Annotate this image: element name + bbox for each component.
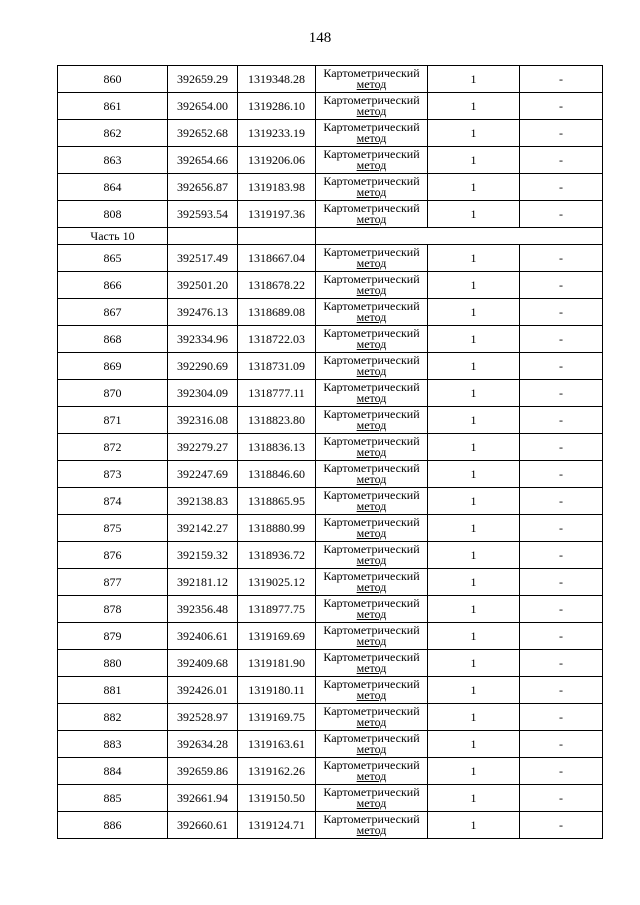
point-number-cell: 876 xyxy=(58,542,168,569)
method-line2: метод xyxy=(356,796,387,810)
method-cell xyxy=(316,542,428,569)
method-line1: Картометрический xyxy=(323,515,420,529)
method-line2: метод xyxy=(356,580,387,594)
x-coordinate-cell: 392181.12 xyxy=(168,569,238,596)
accuracy-cell: 1 xyxy=(428,147,520,174)
note-cell: - xyxy=(520,434,603,461)
x-coordinate-cell: 392659.86 xyxy=(168,758,238,785)
accuracy-cell: 1 xyxy=(428,174,520,201)
method-line2: метод xyxy=(356,634,387,648)
method-line2: метод xyxy=(356,445,387,459)
method-line1: Картометрический xyxy=(323,120,420,134)
method-cell xyxy=(316,120,428,147)
method-line2: метод xyxy=(356,823,387,837)
table-row xyxy=(58,461,603,488)
y-coordinate-cell: 1318731.09 xyxy=(238,353,316,380)
accuracy-cell: 1 xyxy=(428,407,520,434)
method-line1: Картометрический xyxy=(323,785,420,799)
method-cell xyxy=(316,785,428,812)
x-coordinate-cell: 392356.48 xyxy=(168,596,238,623)
method-line1: Картометрический xyxy=(323,174,420,188)
y-coordinate-cell: 1319124.71 xyxy=(238,812,316,839)
note-cell: - xyxy=(520,623,603,650)
y-coordinate-cell: 1319181.90 xyxy=(238,650,316,677)
x-coordinate-cell: 392304.09 xyxy=(168,380,238,407)
note-cell: - xyxy=(520,326,603,353)
table-row xyxy=(58,731,603,758)
method-line2: метод xyxy=(356,131,387,145)
method-line2: метод xyxy=(356,185,387,199)
method-cell xyxy=(316,174,428,201)
table-row xyxy=(58,299,603,326)
note-cell: - xyxy=(520,758,603,785)
point-number-cell: 883 xyxy=(58,731,168,758)
point-number-cell: 867 xyxy=(58,299,168,326)
y-coordinate-cell: 1318689.08 xyxy=(238,299,316,326)
accuracy-cell: 1 xyxy=(428,704,520,731)
table-row xyxy=(58,174,603,201)
table-row xyxy=(58,542,603,569)
note-cell: - xyxy=(520,299,603,326)
x-coordinate-cell: 392290.69 xyxy=(168,353,238,380)
method-cell xyxy=(316,407,428,434)
x-coordinate-cell: 392654.66 xyxy=(168,147,238,174)
y-coordinate-cell: 1319183.98 xyxy=(238,174,316,201)
method-line1: Картометрический xyxy=(323,434,420,448)
x-coordinate-cell: 392247.69 xyxy=(168,461,238,488)
x-coordinate-cell: 392409.68 xyxy=(168,650,238,677)
note-cell: - xyxy=(520,174,603,201)
note-cell: - xyxy=(520,515,603,542)
table-row xyxy=(58,623,603,650)
note-cell: - xyxy=(520,488,603,515)
table-row xyxy=(58,147,603,174)
method-line1: Картометрический xyxy=(323,66,420,80)
table-row xyxy=(58,407,603,434)
y-coordinate-cell: 1318846.60 xyxy=(238,461,316,488)
y-coordinate-cell: 1318667.04 xyxy=(238,245,316,272)
method-line2: метод xyxy=(356,212,387,226)
point-number-cell: 866 xyxy=(58,272,168,299)
method-cell xyxy=(316,434,428,461)
point-number-cell: 874 xyxy=(58,488,168,515)
note-cell: - xyxy=(520,569,603,596)
accuracy-cell: 1 xyxy=(428,488,520,515)
empty-cell xyxy=(168,228,238,245)
table-row xyxy=(58,120,603,147)
method-line1: Картометрический xyxy=(323,704,420,718)
method-line2: метод xyxy=(356,769,387,783)
x-coordinate-cell: 392138.83 xyxy=(168,488,238,515)
point-number-cell: 870 xyxy=(58,380,168,407)
method-line2: метод xyxy=(356,364,387,378)
method-line1: Картометрический xyxy=(323,650,420,664)
x-coordinate-cell: 392634.28 xyxy=(168,731,238,758)
y-coordinate-cell: 1318865.95 xyxy=(238,488,316,515)
note-cell: - xyxy=(520,201,603,228)
method-cell xyxy=(316,569,428,596)
method-line2: метод xyxy=(356,418,387,432)
x-coordinate-cell: 392501.20 xyxy=(168,272,238,299)
table-row xyxy=(58,650,603,677)
point-number-cell: 873 xyxy=(58,461,168,488)
point-number-cell: 886 xyxy=(58,812,168,839)
method-line1: Картометрический xyxy=(323,812,420,826)
part-header-row xyxy=(58,228,603,245)
method-line2: метод xyxy=(356,337,387,351)
table-row xyxy=(58,704,603,731)
table-row xyxy=(58,66,603,93)
accuracy-cell: 1 xyxy=(428,353,520,380)
accuracy-cell: 1 xyxy=(428,785,520,812)
accuracy-cell: 1 xyxy=(428,326,520,353)
table-row xyxy=(58,201,603,228)
point-number-cell: 864 xyxy=(58,174,168,201)
table-row xyxy=(58,326,603,353)
note-cell: - xyxy=(520,120,603,147)
method-cell xyxy=(316,623,428,650)
method-cell xyxy=(316,758,428,785)
table-row xyxy=(58,93,603,120)
note-cell: - xyxy=(520,812,603,839)
table-row xyxy=(58,434,603,461)
point-number-cell: 872 xyxy=(58,434,168,461)
method-line1: Картометрический xyxy=(323,299,420,313)
method-line1: Картометрический xyxy=(323,731,420,745)
y-coordinate-cell: 1319169.75 xyxy=(238,704,316,731)
x-coordinate-cell: 392406.61 xyxy=(168,623,238,650)
table-row xyxy=(58,785,603,812)
accuracy-cell: 1 xyxy=(428,542,520,569)
x-coordinate-cell: 392661.94 xyxy=(168,785,238,812)
note-cell: - xyxy=(520,650,603,677)
y-coordinate-cell: 1318936.72 xyxy=(238,542,316,569)
accuracy-cell: 1 xyxy=(428,66,520,93)
y-coordinate-cell: 1318823.80 xyxy=(238,407,316,434)
accuracy-cell: 1 xyxy=(428,380,520,407)
y-coordinate-cell: 1318880.99 xyxy=(238,515,316,542)
part-label: Часть 10 xyxy=(58,228,168,245)
y-coordinate-cell: 1319348.28 xyxy=(238,66,316,93)
method-line2: метод xyxy=(356,158,387,172)
point-number-cell: 875 xyxy=(58,515,168,542)
method-cell xyxy=(316,704,428,731)
table-row xyxy=(58,677,603,704)
accuracy-cell: 1 xyxy=(428,434,520,461)
method-cell xyxy=(316,380,428,407)
y-coordinate-cell: 1318977.75 xyxy=(238,596,316,623)
method-line2: метод xyxy=(356,553,387,567)
accuracy-cell: 1 xyxy=(428,623,520,650)
method-line1: Картометрический xyxy=(323,353,420,367)
note-cell: - xyxy=(520,272,603,299)
y-coordinate-cell: 1319286.10 xyxy=(238,93,316,120)
method-cell xyxy=(316,596,428,623)
point-number-cell: 882 xyxy=(58,704,168,731)
x-coordinate-cell: 392476.13 xyxy=(168,299,238,326)
method-line1: Картометрический xyxy=(323,461,420,475)
method-cell xyxy=(316,201,428,228)
method-line1: Картометрический xyxy=(323,326,420,340)
method-line2: метод xyxy=(356,661,387,675)
x-coordinate-cell: 392654.00 xyxy=(168,93,238,120)
x-coordinate-cell: 392528.97 xyxy=(168,704,238,731)
note-cell: - xyxy=(520,785,603,812)
coordinates-table xyxy=(57,65,603,839)
table-row xyxy=(58,353,603,380)
method-line2: метод xyxy=(356,607,387,621)
x-coordinate-cell: 392660.61 xyxy=(168,812,238,839)
x-coordinate-cell: 392142.27 xyxy=(168,515,238,542)
note-cell: - xyxy=(520,407,603,434)
accuracy-cell: 1 xyxy=(428,758,520,785)
method-line2: метод xyxy=(356,310,387,324)
x-coordinate-cell: 392659.29 xyxy=(168,66,238,93)
empty-cell xyxy=(238,228,316,245)
method-line1: Картометрический xyxy=(323,201,420,215)
point-number-cell: 808 xyxy=(58,201,168,228)
table-row xyxy=(58,380,603,407)
accuracy-cell: 1 xyxy=(428,650,520,677)
x-coordinate-cell: 392426.01 xyxy=(168,677,238,704)
method-line1: Картометрический xyxy=(323,272,420,286)
accuracy-cell: 1 xyxy=(428,569,520,596)
point-number-cell: 868 xyxy=(58,326,168,353)
method-line2: метод xyxy=(356,715,387,729)
point-number-cell: 879 xyxy=(58,623,168,650)
point-number-cell: 880 xyxy=(58,650,168,677)
method-line1: Картометрический xyxy=(323,488,420,502)
y-coordinate-cell: 1319206.06 xyxy=(238,147,316,174)
note-cell: - xyxy=(520,596,603,623)
method-cell xyxy=(316,147,428,174)
note-cell: - xyxy=(520,245,603,272)
note-cell: - xyxy=(520,731,603,758)
point-number-cell: 877 xyxy=(58,569,168,596)
x-coordinate-cell: 392316.08 xyxy=(168,407,238,434)
accuracy-cell: 1 xyxy=(428,93,520,120)
method-line1: Картометрический xyxy=(323,623,420,637)
note-cell: - xyxy=(520,461,603,488)
x-coordinate-cell: 392652.68 xyxy=(168,120,238,147)
accuracy-cell: 1 xyxy=(428,299,520,326)
method-cell xyxy=(316,650,428,677)
accuracy-cell: 1 xyxy=(428,677,520,704)
point-number-cell: 860 xyxy=(58,66,168,93)
method-line1: Картометрический xyxy=(323,245,420,259)
table-row xyxy=(58,758,603,785)
method-line1: Картометрический xyxy=(323,596,420,610)
accuracy-cell: 1 xyxy=(428,812,520,839)
y-coordinate-cell: 1318678.22 xyxy=(238,272,316,299)
method-line1: Картометрический xyxy=(323,407,420,421)
accuracy-cell: 1 xyxy=(428,120,520,147)
method-line2: метод xyxy=(356,77,387,91)
note-cell: - xyxy=(520,147,603,174)
x-coordinate-cell: 392517.49 xyxy=(168,245,238,272)
table-row xyxy=(58,245,603,272)
method-line2: метод xyxy=(356,104,387,118)
accuracy-cell: 1 xyxy=(428,596,520,623)
point-number-cell: 881 xyxy=(58,677,168,704)
method-line2: метод xyxy=(356,283,387,297)
note-cell: - xyxy=(520,704,603,731)
method-cell xyxy=(316,461,428,488)
point-number-cell: 863 xyxy=(58,147,168,174)
note-cell: - xyxy=(520,353,603,380)
note-cell: - xyxy=(520,677,603,704)
table-row xyxy=(58,515,603,542)
y-coordinate-cell: 1319025.12 xyxy=(238,569,316,596)
method-line1: Картометрический xyxy=(323,677,420,691)
method-line2: метод xyxy=(356,499,387,513)
accuracy-cell: 1 xyxy=(428,272,520,299)
y-coordinate-cell: 1318722.03 xyxy=(238,326,316,353)
note-cell: - xyxy=(520,93,603,120)
point-number-cell: 862 xyxy=(58,120,168,147)
method-cell xyxy=(316,812,428,839)
x-coordinate-cell: 392656.87 xyxy=(168,174,238,201)
y-coordinate-cell: 1319197.36 xyxy=(238,201,316,228)
coordinates-table-body xyxy=(58,66,603,839)
method-line1: Картометрический xyxy=(323,758,420,772)
y-coordinate-cell: 1318836.13 xyxy=(238,434,316,461)
accuracy-cell: 1 xyxy=(428,245,520,272)
method-cell xyxy=(316,677,428,704)
x-coordinate-cell: 392334.96 xyxy=(168,326,238,353)
method-line2: метод xyxy=(356,526,387,540)
method-cell xyxy=(316,299,428,326)
method-line1: Картометрический xyxy=(323,542,420,556)
y-coordinate-cell: 1319163.61 xyxy=(238,731,316,758)
method-cell xyxy=(316,93,428,120)
point-number-cell: 865 xyxy=(58,245,168,272)
y-coordinate-cell: 1318777.11 xyxy=(238,380,316,407)
note-cell: - xyxy=(520,380,603,407)
accuracy-cell: 1 xyxy=(428,731,520,758)
y-coordinate-cell: 1319233.19 xyxy=(238,120,316,147)
method-line1: Картометрический xyxy=(323,569,420,583)
accuracy-cell: 1 xyxy=(428,515,520,542)
point-number-cell: 885 xyxy=(58,785,168,812)
method-cell xyxy=(316,272,428,299)
x-coordinate-cell: 392593.54 xyxy=(168,201,238,228)
note-cell: - xyxy=(520,542,603,569)
x-coordinate-cell: 392279.27 xyxy=(168,434,238,461)
accuracy-cell: 1 xyxy=(428,461,520,488)
point-number-cell: 861 xyxy=(58,93,168,120)
method-line2: метод xyxy=(356,391,387,405)
table-row xyxy=(58,596,603,623)
page-number: 148 xyxy=(308,30,332,46)
method-line2: метод xyxy=(356,688,387,702)
method-cell xyxy=(316,66,428,93)
method-cell xyxy=(316,326,428,353)
method-line2: метод xyxy=(356,472,387,486)
table-row xyxy=(58,569,603,596)
y-coordinate-cell: 1319169.69 xyxy=(238,623,316,650)
point-number-cell: 878 xyxy=(58,596,168,623)
y-coordinate-cell: 1319180.11 xyxy=(238,677,316,704)
point-number-cell: 871 xyxy=(58,407,168,434)
method-line1: Картометрический xyxy=(323,380,420,394)
x-coordinate-cell: 392159.32 xyxy=(168,542,238,569)
empty-cell xyxy=(316,228,603,245)
method-line2: метод xyxy=(356,256,387,270)
method-cell xyxy=(316,488,428,515)
note-cell: - xyxy=(520,66,603,93)
method-line1: Картометрический xyxy=(323,147,420,161)
method-cell xyxy=(316,245,428,272)
y-coordinate-cell: 1319150.50 xyxy=(238,785,316,812)
method-cell xyxy=(316,731,428,758)
point-number-cell: 884 xyxy=(58,758,168,785)
y-coordinate-cell: 1319162.26 xyxy=(238,758,316,785)
method-cell xyxy=(316,353,428,380)
table-row xyxy=(58,812,603,839)
method-cell xyxy=(316,515,428,542)
point-number-cell: 869 xyxy=(58,353,168,380)
method-line2: метод xyxy=(356,742,387,756)
accuracy-cell: 1 xyxy=(428,201,520,228)
table-row xyxy=(58,272,603,299)
table-row xyxy=(58,488,603,515)
method-line1: Картометрический xyxy=(323,93,420,107)
